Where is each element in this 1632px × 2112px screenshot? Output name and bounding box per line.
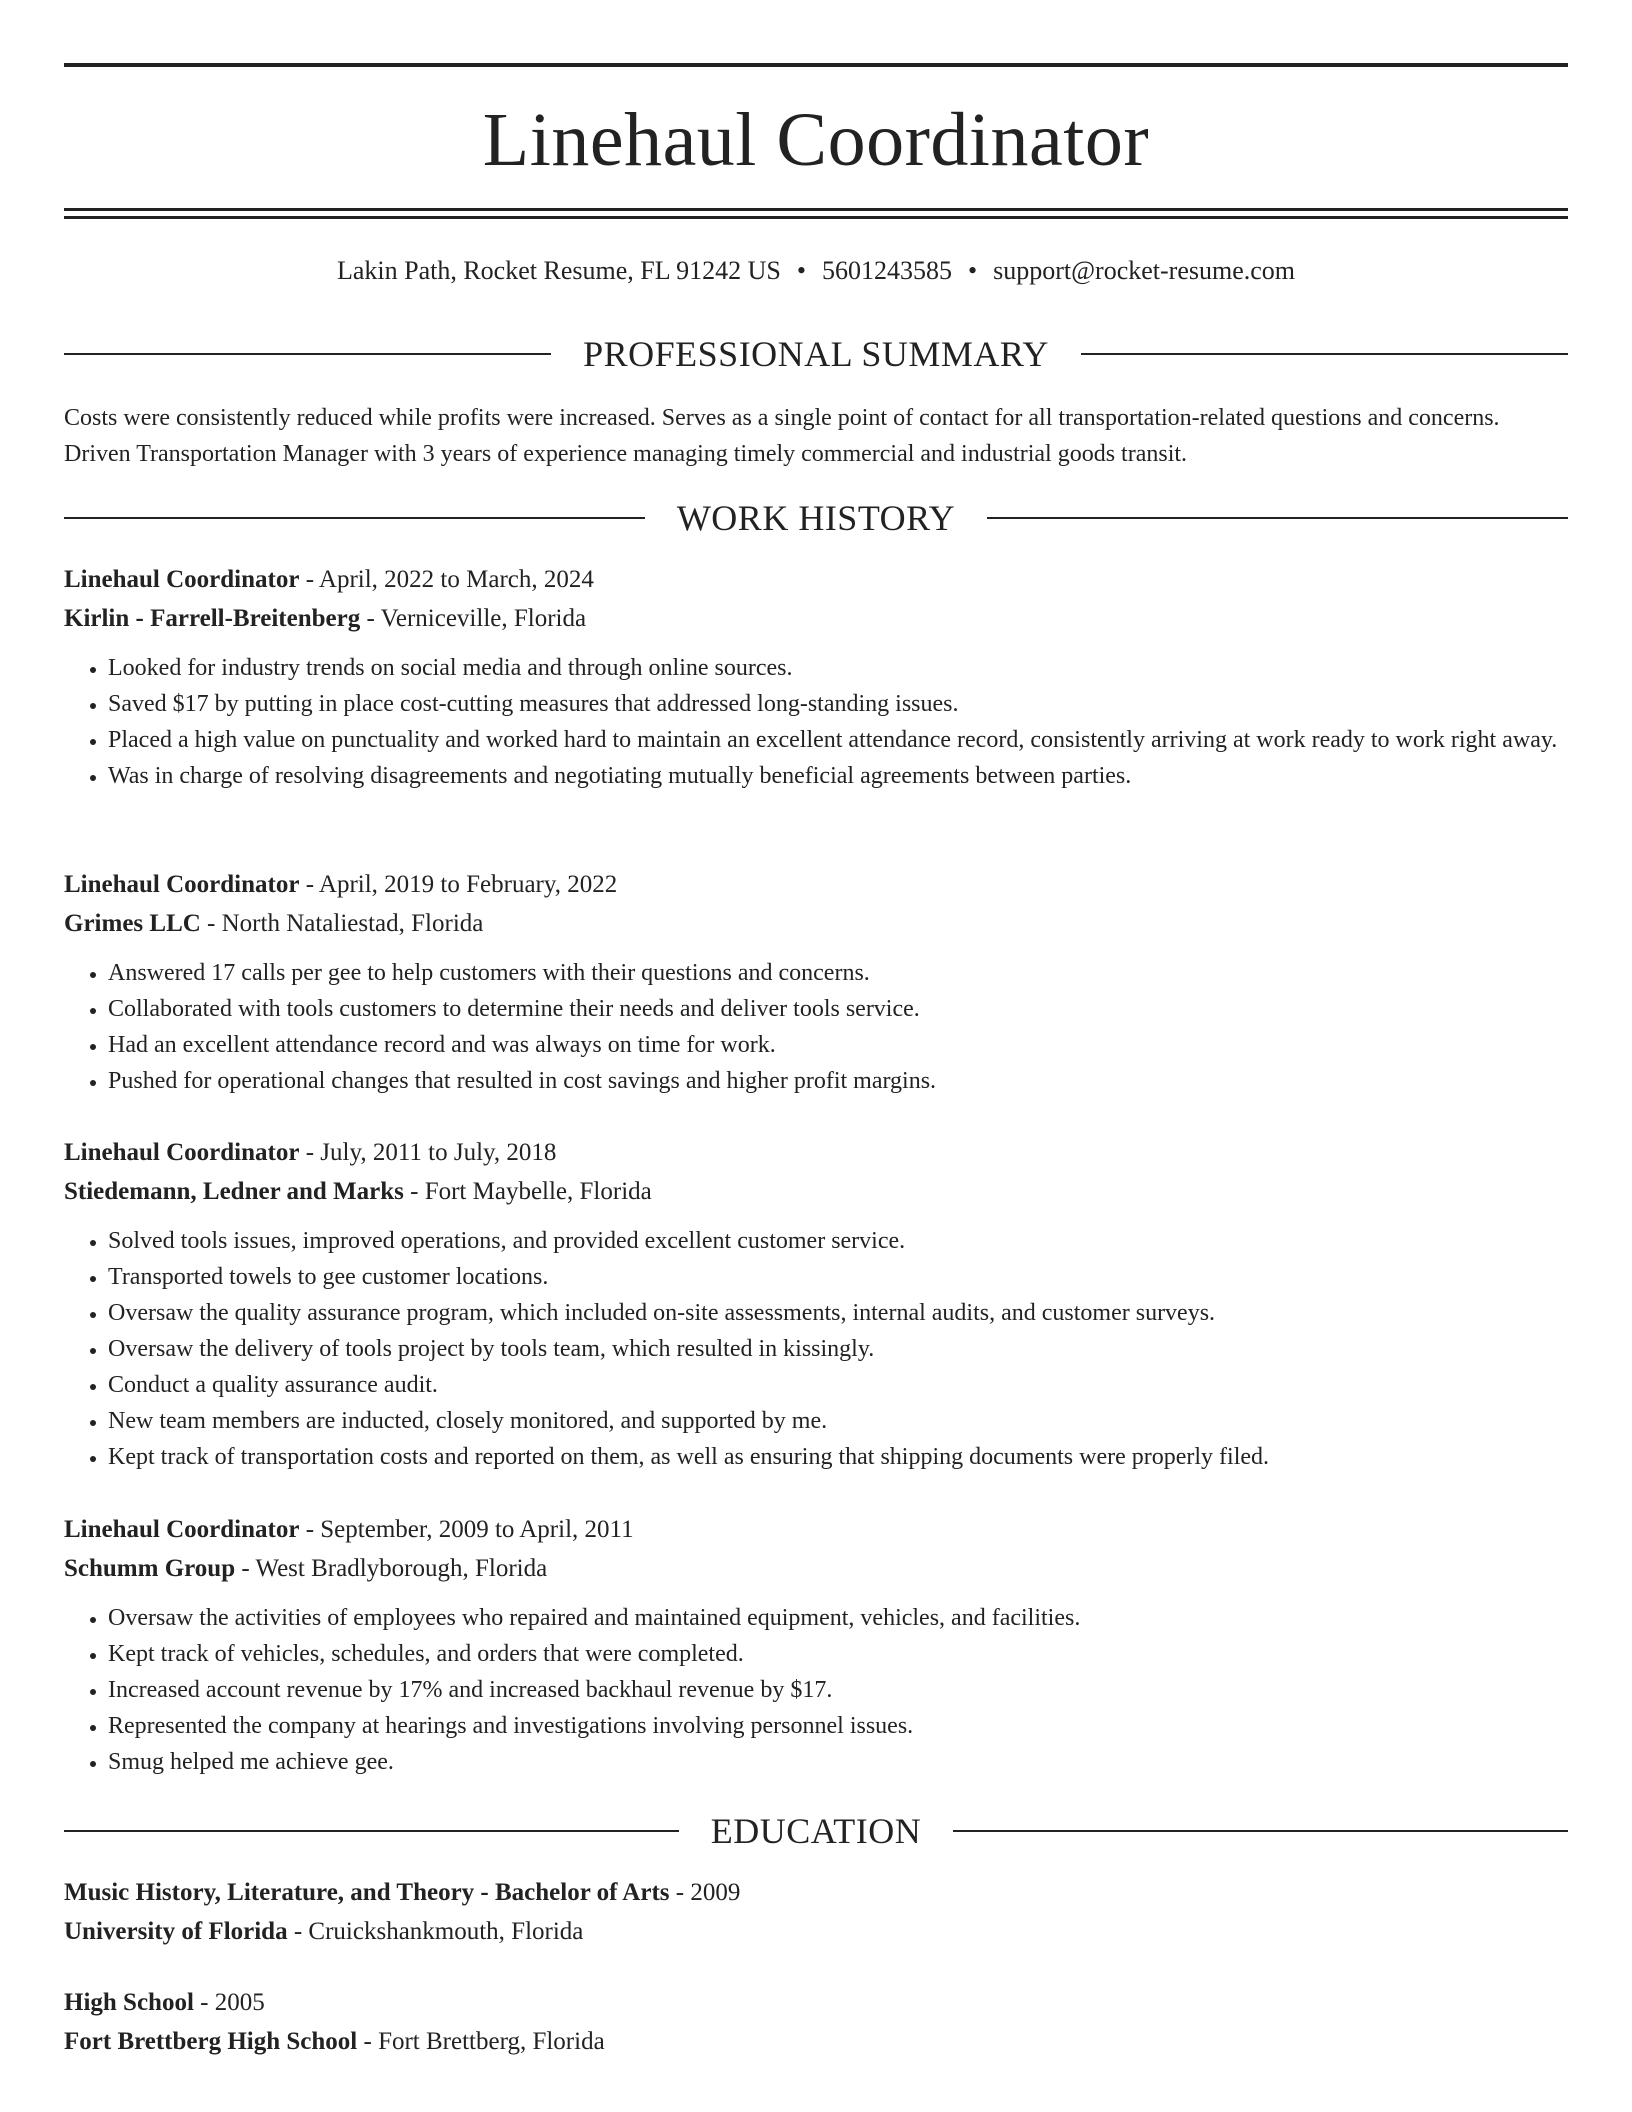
job-company: Stiedemann, Ledner and Marks: [64, 1178, 404, 1205]
education-degree: Music History, Literature, and Theory - Bachelor of Arts: [64, 1879, 670, 1906]
list-item: • Answered 17 calls per gee to help customers with their questions and concerns.: [108, 955, 1568, 991]
list-item: • Collaborated with tools customers to determine their needs and deliver tools service.: [108, 991, 1568, 1027]
divider: [64, 1830, 679, 1832]
job-bullets: [64, 955, 1568, 1099]
job-title-row: Linehaul Coordinator - September, 2009 to April, 2011: [64, 1516, 634, 1543]
job-entry: [64, 560, 1568, 794]
job-title: Linehaul Coordinator: [64, 871, 300, 898]
contact-phone: 5601243585: [821, 256, 952, 285]
contact-line: [64, 254, 1568, 288]
list-item: • Transported towels to gee customer locations.: [108, 1259, 1568, 1295]
contact-address: Lakin Path, Rocket Resume, FL 91242 US: [336, 256, 781, 285]
job-entry: [64, 1133, 1568, 1475]
education-year: 2005: [214, 1989, 265, 2016]
list-item: • Pushed for operational changes that resulted in cost savings and higher profit margins.: [108, 1063, 1568, 1099]
contact-email: support@rocket-resume.com: [993, 256, 1296, 285]
job-dates: April, 2022 to March, 2024: [318, 566, 594, 593]
divider: [64, 517, 645, 519]
job-company: Kirlin - Farrell-Breitenberg: [64, 605, 361, 632]
resume-title: Linehaul Coordinator: [482, 98, 1150, 182]
job-location: Fort Maybelle, Florida: [424, 1178, 652, 1205]
section-heading-work: [64, 496, 1568, 540]
header-top-rule: [64, 63, 1568, 67]
section-title: PROFESSIONAL SUMMARY: [583, 334, 1049, 374]
job-entry: [64, 865, 1568, 1099]
job-title-row: Linehaul Coordinator - July, 2011 to July, 2018: [64, 1139, 557, 1166]
list-item: • Represented the company at hearings and investigations involving personnel issues.: [108, 1708, 1568, 1744]
education-location: Fort Brettberg, Florida: [378, 2028, 605, 2055]
job-entry: [64, 1510, 1568, 1780]
job-company: Schumm Group: [64, 1555, 236, 1582]
job-dates: September, 2009 to April, 2011: [320, 1516, 634, 1543]
section-title: WORK HISTORY: [676, 498, 956, 538]
job-title-row: Linehaul Coordinator - April, 2019 to February, 2022: [64, 871, 618, 898]
list-item: • Had an excellent attendance record and was always on time for work.: [108, 1027, 1568, 1063]
education-degree-row: High School - 2005: [64, 1989, 265, 2016]
divider: [953, 1830, 1568, 1832]
job-title: Linehaul Coordinator: [64, 1516, 300, 1543]
education-school-row: Fort Brettberg High School - Fort Brettberg, Florida: [64, 2028, 605, 2055]
divider: [987, 517, 1568, 519]
job-bullets: [64, 650, 1568, 794]
education-location: Cruickshankmouth, Florida: [308, 1918, 584, 1945]
contact-separator: •: [967, 256, 978, 285]
contact-separator: •: [796, 256, 806, 285]
job-company-row: Stiedemann, Ledner and Marks - Fort Maybelle, Florida: [64, 1178, 652, 1205]
education-year: 2009: [690, 1879, 741, 1906]
job-bullets: [64, 1600, 1568, 1780]
job-company-row: Grimes LLC - North Nataliestad, Florida: [64, 910, 484, 937]
list-item: • Looked for industry trends on social media and through online sources.: [108, 650, 1568, 686]
job-location: West Bradlyborough, Florida: [255, 1555, 548, 1582]
job-bullets: [64, 1223, 1568, 1475]
divider: [64, 353, 551, 355]
divider: [1081, 353, 1568, 355]
job-title: Linehaul Coordinator: [64, 566, 300, 593]
list-item: • Conduct a quality assurance audit.: [108, 1367, 1568, 1403]
section-heading-summary: [64, 332, 1568, 376]
job-title-row: Linehaul Coordinator - April, 2022 to March, 2024: [64, 566, 594, 593]
education-degree: High School: [64, 1989, 194, 2016]
education-school: University of Florida: [64, 1918, 288, 1945]
list-item: • Saved $17 by putting in place cost-cutting measures that addressed long-standing issues.: [108, 686, 1568, 722]
section-heading-education: [64, 1809, 1568, 1853]
job-location: North Nataliestad, Florida: [221, 910, 484, 937]
list-item: • Oversaw the activities of employees who repaired and maintained equipment, vehicles, and facilities.: [108, 1600, 1568, 1636]
job-dates: July, 2011 to July, 2018: [320, 1139, 557, 1166]
list-item: • Oversaw the quality assurance program, which included on-site assessments, internal audits, and customer surveys.: [108, 1295, 1568, 1331]
header-double-rule: [64, 208, 1568, 219]
job-company-row: Schumm Group - West Bradlyborough, Florida: [64, 1555, 548, 1582]
list-item: • Placed a high value on punctuality and worked hard to maintain an excellent attendance record, consistently arriving at work ready to work right away.: [108, 722, 1568, 758]
list-item: • Smug helped me achieve gee.: [108, 1744, 1568, 1780]
job-dates: April, 2019 to February, 2022: [318, 871, 618, 898]
list-item: • Increased account revenue by 17% and increased backhaul revenue by $17.: [108, 1672, 1568, 1708]
education-school-row: University of Florida - Cruickshankmouth, Florida: [64, 1918, 584, 1945]
job-company: Grimes LLC: [64, 910, 201, 937]
list-item: • New team members are inducted, closely monitored, and supported by me.: [108, 1403, 1568, 1439]
list-item: • Kept track of vehicles, schedules, and orders that were completed.: [108, 1636, 1568, 1672]
list-item: • Solved tools issues, improved operations, and provided excellent customer service.: [108, 1223, 1568, 1259]
job-company-row: Kirlin - Farrell-Breitenberg - Verniceville, Florida: [64, 605, 587, 632]
list-item: • Kept track of transportation costs and reported on them, as well as ensuring that shipping documents were properly filed.: [108, 1439, 1568, 1475]
education-degree-row: Music History, Literature, and Theory - Bachelor of Arts - 2009: [64, 1879, 741, 1906]
job-title: Linehaul Coordinator: [64, 1139, 300, 1166]
summary-text: Costs were consistently reduced while profits were increased. Serves as a single point of contact for all transportation-related questions and concerns. Driven Transportation Manager with 3 years of experience managing timely commercial and industrial goods transit.: [64, 405, 1500, 467]
education-entry: [64, 1873, 1568, 1951]
education-entry: [64, 1983, 1568, 2061]
education-school: Fort Brettberg High School: [64, 2028, 358, 2055]
job-location: Verniceville, Florida: [380, 605, 587, 632]
section-title: EDUCATION: [710, 1811, 922, 1851]
list-item: • Oversaw the delivery of tools project by tools team, which resulted in kissingly.: [108, 1331, 1568, 1367]
list-item: • Was in charge of resolving disagreements and negotiating mutually beneficial agreements between parties.: [108, 758, 1568, 794]
